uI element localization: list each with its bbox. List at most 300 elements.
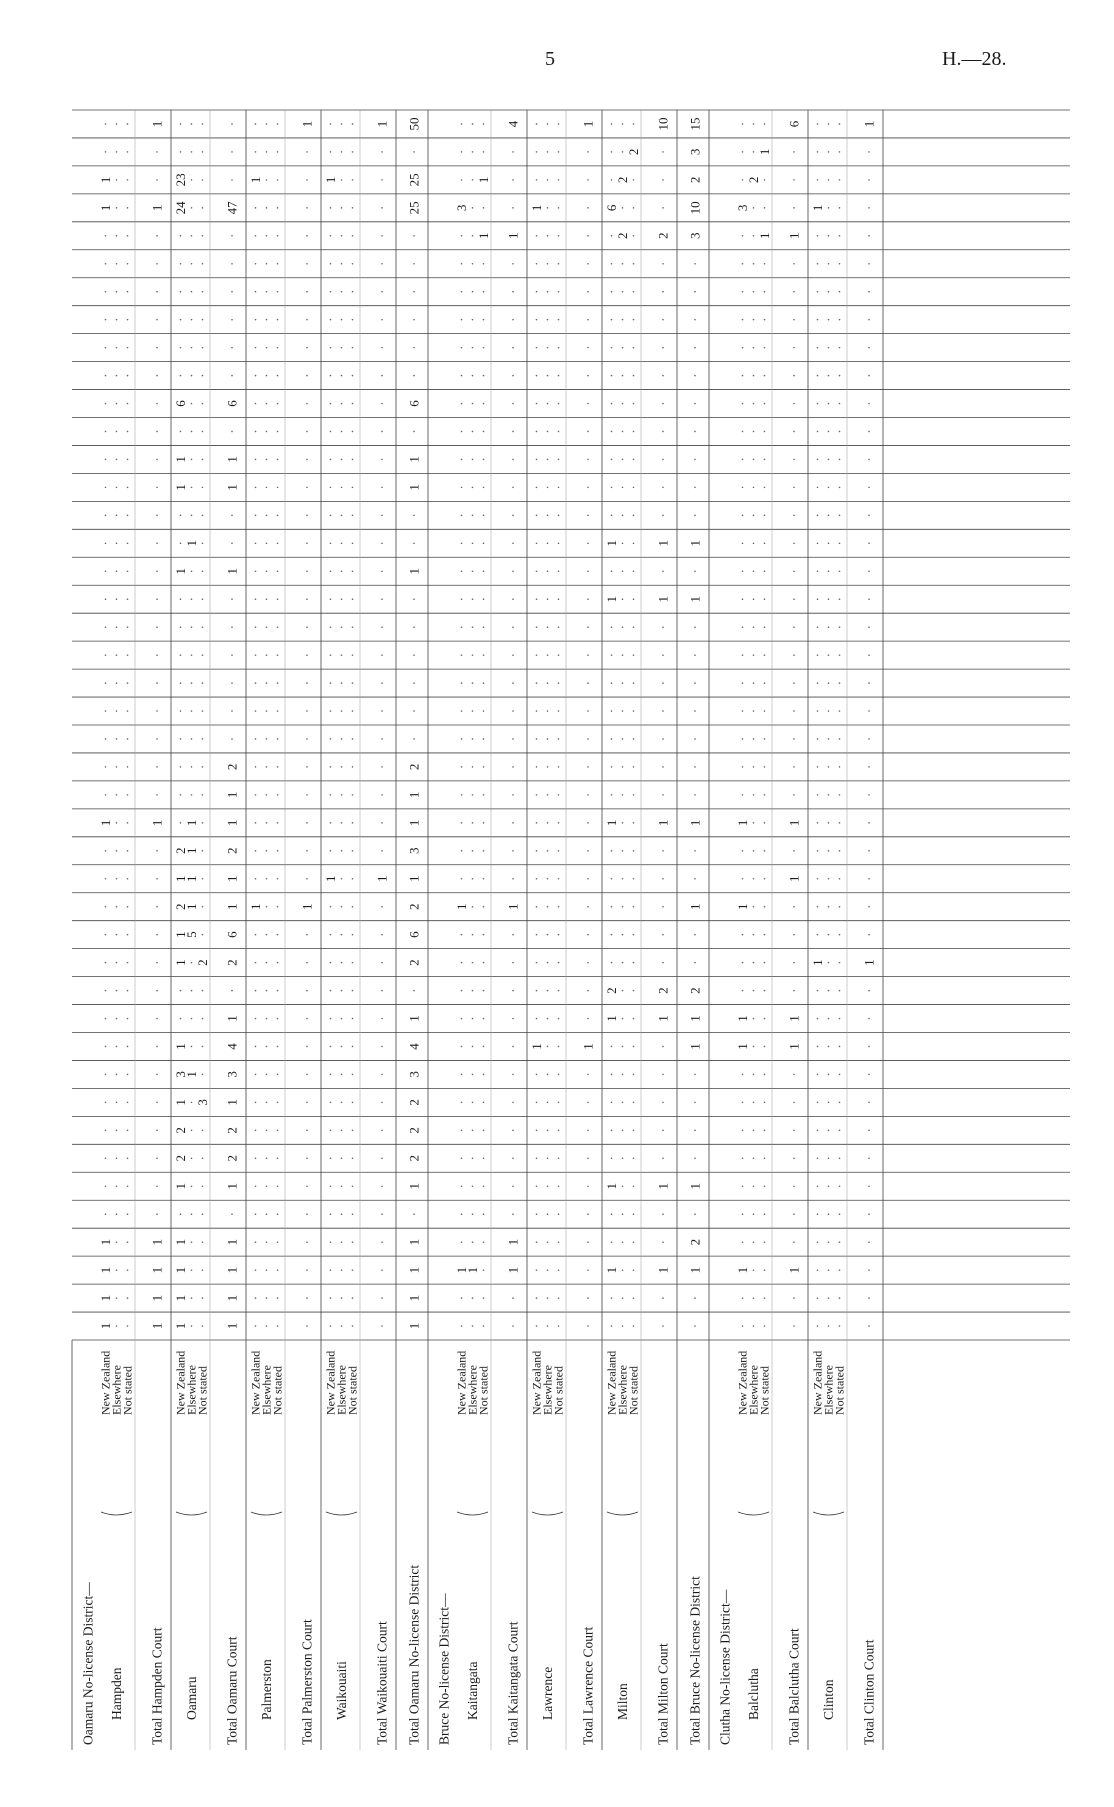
leader-dot	[587, 403, 589, 405]
leader-dot	[306, 1018, 308, 1020]
leader-dot	[828, 542, 830, 544]
leader-dot	[694, 1157, 696, 1159]
leader-dot	[156, 403, 158, 405]
leader-dot	[828, 123, 830, 125]
leader-dot	[611, 459, 613, 461]
leader-dot	[116, 1241, 118, 1243]
leader-dot	[341, 403, 343, 405]
leader-dot	[266, 375, 268, 377]
leader-dot	[483, 1185, 485, 1187]
leader-dot	[742, 235, 744, 237]
leader-dot	[547, 375, 549, 377]
leader-dot	[202, 990, 204, 992]
leader-dot	[202, 1018, 204, 1020]
leader-dot	[764, 822, 766, 824]
leader-dot	[306, 1102, 308, 1104]
leader-dot	[277, 487, 279, 489]
leader-dot	[611, 403, 613, 405]
brace	[251, 1512, 282, 1515]
leader-dot	[105, 738, 107, 740]
leader-dot	[180, 1018, 182, 1020]
leader-dot	[611, 1046, 613, 1048]
leader-dot	[694, 515, 696, 517]
leader-dot	[512, 1074, 514, 1076]
leader-dot	[793, 654, 795, 656]
leader-dot	[558, 1074, 560, 1076]
cell-value: 1	[149, 1294, 165, 1302]
leader-dot	[622, 1185, 624, 1187]
leader-dot	[180, 738, 182, 740]
cell-value: 1	[757, 148, 772, 156]
leader-dot	[461, 962, 463, 964]
leader-dot	[622, 1102, 624, 1104]
leader-dot	[255, 710, 257, 712]
leader-dot	[547, 263, 549, 265]
leader-dot	[622, 1297, 624, 1299]
leader-dot	[191, 291, 193, 293]
leader-dot	[828, 347, 830, 349]
leader-dot	[633, 878, 635, 880]
cell-value: 2	[406, 959, 422, 966]
leader-dot	[105, 850, 107, 852]
leader-dot	[547, 1074, 549, 1076]
leader-dot	[381, 962, 383, 964]
cell-value: 1	[149, 819, 165, 827]
leader-dot	[352, 850, 354, 852]
leader-dot	[127, 1241, 129, 1243]
leader-dot	[742, 515, 744, 517]
leader-dot	[156, 570, 158, 572]
leader-dot	[753, 319, 755, 321]
cell-value: 1	[173, 1183, 188, 1190]
leader-dot	[306, 375, 308, 377]
cell-value: 4	[224, 1043, 240, 1050]
cell-value: 1	[786, 1266, 802, 1274]
source-label: New Zealand	[454, 1350, 469, 1415]
leader-dot	[611, 654, 613, 656]
leader-dot	[266, 682, 268, 684]
leader-dot	[116, 1074, 118, 1076]
leader-dot	[255, 962, 257, 964]
leader-dot	[547, 682, 549, 684]
leader-dot	[156, 990, 158, 992]
leader-dot	[633, 1213, 635, 1215]
leader-dot	[547, 179, 549, 181]
leader-dot	[330, 794, 332, 796]
leader-dot	[266, 1297, 268, 1299]
leader-dot	[381, 990, 383, 992]
leader-dot	[828, 1074, 830, 1076]
leader-dot	[536, 375, 538, 377]
leader-dot	[341, 878, 343, 880]
leader-dot	[352, 1269, 354, 1271]
leader-dot	[764, 654, 766, 656]
leader-dot	[277, 347, 279, 349]
leader-dot	[341, 1102, 343, 1104]
leader-dot	[547, 1325, 549, 1327]
leader-dot	[341, 1241, 343, 1243]
source-label: New Zealand	[735, 1350, 750, 1415]
leader-dot	[547, 794, 549, 796]
leader-dot	[352, 1297, 354, 1299]
leader-dot	[277, 1157, 279, 1159]
place-name: Balclutha	[746, 1668, 761, 1720]
leader-dot	[622, 319, 624, 321]
leader-dot	[753, 375, 755, 377]
leader-dot	[611, 431, 613, 433]
leader-dot	[611, 682, 613, 684]
leader-dot	[558, 1018, 560, 1020]
leader-dot	[828, 962, 830, 964]
leader-dot	[116, 123, 118, 125]
leader-dot	[558, 1130, 560, 1132]
cell-value: 1	[655, 540, 671, 547]
leader-dot	[742, 1241, 744, 1243]
leader-dot	[127, 403, 129, 405]
leader-dot	[472, 319, 474, 321]
cell-value: 6	[173, 400, 188, 407]
leader-dot	[793, 1157, 795, 1159]
leader-dot	[266, 291, 268, 293]
leader-dot	[202, 542, 204, 544]
leader-dot	[266, 1074, 268, 1076]
leader-dot	[266, 570, 268, 572]
leader-dot	[793, 990, 795, 992]
leader-dot	[558, 459, 560, 461]
leader-dot	[202, 319, 204, 321]
leader-dot	[611, 375, 613, 377]
leader-dot	[793, 766, 795, 768]
leader-dot	[622, 990, 624, 992]
leader-dot	[306, 570, 308, 572]
leader-dot	[352, 179, 354, 181]
leader-dot	[633, 990, 635, 992]
leader-dot	[839, 1241, 841, 1243]
cell-value: 2	[173, 1127, 188, 1134]
district-heading: Oamaru No-license District—	[80, 1582, 96, 1745]
leader-dot	[483, 1297, 485, 1299]
leader-dot	[202, 291, 204, 293]
leader-dot	[306, 1325, 308, 1327]
leader-dot	[839, 263, 841, 265]
leader-dot	[191, 1018, 193, 1020]
leader-dot	[472, 291, 474, 293]
leader-dot	[202, 710, 204, 712]
leader-dot	[512, 598, 514, 600]
leader-dot	[180, 319, 182, 321]
leader-dot	[753, 850, 755, 852]
leader-dot	[622, 151, 624, 153]
cell-value: 1	[406, 875, 422, 882]
leader-dot	[753, 962, 755, 964]
leader-dot	[536, 1325, 538, 1327]
leader-dot	[793, 487, 795, 489]
leader-dot	[817, 151, 819, 153]
leader-dot	[472, 710, 474, 712]
leader-dot	[828, 1297, 830, 1299]
leader-dot	[611, 766, 613, 768]
leader-dot	[461, 542, 463, 544]
leader-dot	[306, 459, 308, 461]
leader-dot	[483, 347, 485, 349]
leader-dot	[116, 151, 118, 153]
leader-dot	[622, 598, 624, 600]
leader-dot	[547, 487, 549, 489]
leader-dot	[472, 682, 474, 684]
leader-dot	[202, 878, 204, 880]
cell-value: 2	[655, 232, 671, 240]
leader-dot	[277, 1185, 279, 1187]
leader-dot	[105, 934, 107, 936]
leader-dot	[828, 1018, 830, 1020]
leader-dot	[611, 1325, 613, 1327]
leader-dot	[266, 515, 268, 517]
leader-dot	[611, 319, 613, 321]
leader-dot	[512, 1018, 514, 1020]
leader-dot	[330, 1269, 332, 1271]
leader-dot	[180, 794, 182, 796]
leader-dot	[127, 347, 129, 349]
leader-dot	[694, 570, 696, 572]
cell-value: 1	[406, 791, 422, 799]
leader-dot	[536, 542, 538, 544]
leader-dot	[694, 850, 696, 852]
leader-dot	[341, 654, 343, 656]
leader-dot	[868, 906, 870, 908]
leader-dot	[868, 626, 870, 628]
leader-dot	[547, 123, 549, 125]
leader-dot	[116, 1102, 118, 1104]
leader-dot	[255, 766, 257, 768]
leader-dot	[381, 682, 383, 684]
leader-dot	[536, 1074, 538, 1076]
cell-value: 1	[687, 1183, 703, 1190]
leader-dot	[127, 654, 129, 656]
leader-dot	[191, 794, 193, 796]
leader-dot	[105, 1213, 107, 1215]
cell-value: 2	[224, 847, 240, 855]
leader-dot	[472, 347, 474, 349]
leader-dot	[202, 598, 204, 600]
leader-dot	[558, 1102, 560, 1104]
leader-dot	[536, 459, 538, 461]
leader-dot	[255, 1185, 257, 1187]
leader-dot	[817, 1297, 819, 1299]
leader-dot	[255, 263, 257, 265]
leader-dot	[753, 1297, 755, 1299]
cell-value: 1	[299, 903, 315, 910]
leader-dot	[472, 542, 474, 544]
leader-dot	[180, 123, 182, 125]
leader-dot	[352, 570, 354, 572]
leader-dot	[764, 850, 766, 852]
leader-dot	[536, 1018, 538, 1020]
leader-dot	[231, 235, 233, 237]
cell-value: 24	[173, 201, 188, 215]
leader-dot	[472, 179, 474, 181]
leader-dot	[231, 990, 233, 992]
leader-dot	[116, 403, 118, 405]
leader-dot	[306, 598, 308, 600]
cell-value: 1	[406, 1183, 422, 1190]
leader-dot	[413, 291, 415, 293]
leader-dot	[633, 682, 635, 684]
leader-dot	[127, 487, 129, 489]
leader-dot	[127, 1046, 129, 1048]
leader-dot	[231, 710, 233, 712]
leader-dot	[105, 375, 107, 377]
leader-dot	[694, 878, 696, 880]
leader-dot	[694, 738, 696, 740]
leader-dot	[306, 235, 308, 237]
leader-dot	[753, 766, 755, 768]
leader-dot	[381, 151, 383, 153]
leader-dot	[547, 1297, 549, 1299]
leader-dot	[742, 431, 744, 433]
leader-dot	[180, 263, 182, 265]
leader-dot	[266, 151, 268, 153]
leader-dot	[662, 515, 664, 517]
leader-dot	[202, 1185, 204, 1187]
leader-dot	[764, 1213, 766, 1215]
leader-dot	[753, 347, 755, 349]
leader-dot	[839, 207, 841, 209]
leader-dot	[793, 375, 795, 377]
leader-dot	[817, 906, 819, 908]
leader-dot	[266, 850, 268, 852]
leader-dot	[277, 515, 279, 517]
leader-dot	[587, 1130, 589, 1132]
leader-dot	[266, 654, 268, 656]
leader-dot	[472, 375, 474, 377]
leader-dot	[461, 850, 463, 852]
leader-dot	[587, 151, 589, 153]
leader-dot	[341, 1046, 343, 1048]
leader-dot	[764, 1018, 766, 1020]
leader-dot	[277, 1074, 279, 1076]
leader-dot	[461, 151, 463, 153]
place-name: Clinton	[821, 1679, 836, 1720]
leader-dot	[483, 738, 485, 740]
leader-dot	[231, 263, 233, 265]
source-label: Elsewhere	[109, 1365, 124, 1415]
leader-dot	[330, 1241, 332, 1243]
leader-dot	[558, 906, 560, 908]
leader-dot	[547, 207, 549, 209]
leader-dot	[558, 515, 560, 517]
leader-dot	[202, 794, 204, 796]
cell-value: 2	[406, 1127, 422, 1134]
leader-dot	[839, 990, 841, 992]
leader-dot	[764, 431, 766, 433]
leader-dot	[483, 990, 485, 992]
leader-dot	[839, 403, 841, 405]
leader-dot	[828, 431, 830, 433]
leader-dot	[255, 1102, 257, 1104]
leader-dot	[839, 151, 841, 153]
cell-value: 1	[687, 1015, 703, 1022]
leader-dot	[633, 906, 635, 908]
leader-dot	[231, 738, 233, 740]
leader-dot	[156, 542, 158, 544]
leader-dot	[547, 347, 549, 349]
leader-dot	[817, 570, 819, 572]
leader-dot	[753, 1325, 755, 1327]
leader-dot	[202, 1157, 204, 1159]
leader-dot	[817, 1018, 819, 1020]
leader-dot	[587, 207, 589, 209]
total-row-label: Total Palmerston Court	[299, 1619, 315, 1745]
leader-dot	[764, 766, 766, 768]
leader-dot	[817, 1130, 819, 1132]
leader-dot	[105, 319, 107, 321]
cell-value: 1	[224, 875, 240, 882]
leader-dot	[512, 1185, 514, 1187]
leader-dot	[483, 1241, 485, 1243]
leader-dot	[868, 990, 870, 992]
leader-dot	[277, 431, 279, 433]
leader-dot	[472, 906, 474, 908]
leader-dot	[753, 654, 755, 656]
leader-dot	[231, 123, 233, 125]
leader-dot	[793, 347, 795, 349]
cell-value: 2	[655, 987, 671, 994]
leader-dot	[352, 207, 354, 209]
leader-dot	[277, 291, 279, 293]
leader-dot	[742, 1102, 744, 1104]
leader-dot	[839, 235, 841, 237]
leader-dot	[352, 123, 354, 125]
leader-dot	[868, 1074, 870, 1076]
leader-dot	[536, 1157, 538, 1159]
leader-dot	[611, 738, 613, 740]
leader-dot	[512, 682, 514, 684]
leader-dot	[266, 1018, 268, 1020]
leader-dot	[839, 319, 841, 321]
leader-dot	[611, 1130, 613, 1132]
leader-dot	[202, 375, 204, 377]
leader-dot	[461, 1213, 463, 1215]
leader-dot	[828, 291, 830, 293]
leader-dot	[352, 542, 354, 544]
leader-dot	[191, 1130, 193, 1132]
leader-dot	[255, 1297, 257, 1299]
leader-dot	[156, 794, 158, 796]
leader-dot	[191, 487, 193, 489]
leader-dot	[266, 207, 268, 209]
leader-dot	[536, 431, 538, 433]
leader-dot	[330, 431, 332, 433]
leader-dot	[255, 207, 257, 209]
leader-dot	[381, 1269, 383, 1271]
leader-dot	[330, 347, 332, 349]
leader-dot	[191, 1269, 193, 1271]
leader-dot	[483, 459, 485, 461]
leader-dot	[662, 403, 664, 405]
leader-dot	[817, 459, 819, 461]
leader-dot	[742, 1130, 744, 1132]
leader-dot	[341, 1325, 343, 1327]
leader-dot	[341, 179, 343, 181]
leader-dot	[558, 319, 560, 321]
leader-dot	[611, 850, 613, 852]
leader-dot	[611, 1102, 613, 1104]
cell-value: 10	[687, 201, 703, 215]
leader-dot	[611, 962, 613, 964]
leader-dot	[828, 626, 830, 628]
leader-dot	[622, 375, 624, 377]
cell-value: 1	[655, 1015, 671, 1022]
